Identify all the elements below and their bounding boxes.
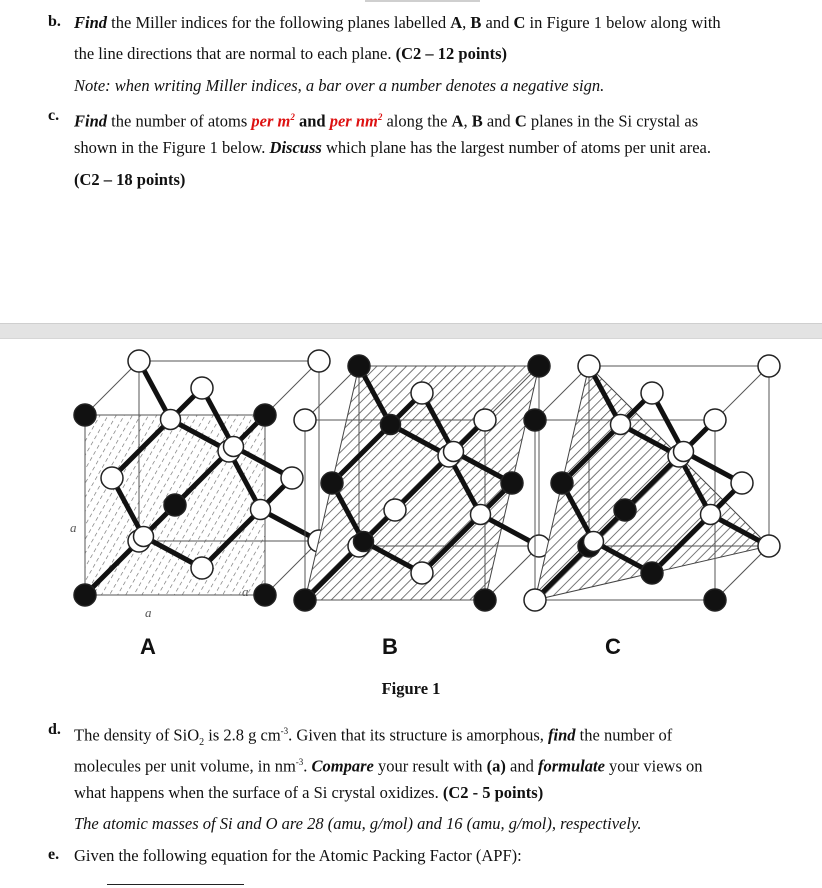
- points-badge: (C2 – 18 points): [74, 170, 186, 189]
- atom: [614, 499, 636, 521]
- question-label: c.: [48, 107, 60, 124]
- atom: [611, 415, 631, 435]
- figure-caption: Figure 1: [381, 679, 441, 698]
- question-d-line-3: what happens when the surface of a Si crystal oxidizes. (C2 - 5 points): [74, 783, 544, 802]
- atom: [281, 467, 303, 489]
- keyword-find: Find: [74, 111, 108, 131]
- atom: [474, 589, 496, 611]
- points-badge: (C2 - 5 points): [442, 783, 544, 802]
- cube-a: [74, 350, 330, 606]
- atom: [294, 409, 316, 431]
- atom: [101, 467, 123, 489]
- atom: [501, 472, 523, 494]
- keyword-discuss: Discuss: [269, 138, 322, 157]
- atom: [524, 589, 546, 611]
- page-separator: [0, 323, 822, 339]
- cube-c: [524, 355, 780, 611]
- question-b-line-1: Find the Miller indices for the following planes labelled A, B and C in Figure 1 below along with: [74, 13, 721, 32]
- atom: [191, 557, 213, 579]
- crystal-figure: [0, 338, 822, 718]
- atom: [224, 437, 244, 457]
- keyword-find: Find: [74, 13, 108, 32]
- atom: [674, 442, 694, 462]
- atom: [191, 377, 213, 399]
- atom: [321, 472, 343, 494]
- keyword-compare: Compare: [311, 756, 374, 776]
- atom: [474, 409, 496, 431]
- points-badge: (C2 – 12 points): [395, 44, 508, 63]
- atom: [74, 404, 96, 426]
- atom: [701, 505, 721, 525]
- atom: [578, 355, 600, 377]
- question-d-line-2: molecules per unit volume, in $nm^{-3}$. Compare your result with (a) and formulate your views on: [74, 756, 703, 776]
- atom: [584, 532, 604, 552]
- keyword-find: find: [548, 725, 576, 745]
- atom: [444, 442, 464, 462]
- atom: [294, 589, 316, 611]
- atom: [381, 415, 401, 435]
- atom: [251, 500, 271, 520]
- top-divider: [365, 0, 480, 2]
- atom: [384, 499, 406, 521]
- atom: [411, 562, 433, 584]
- atom: [758, 535, 780, 557]
- atom: [704, 409, 726, 431]
- atom: [254, 404, 276, 426]
- atom: [308, 350, 330, 372]
- figure-label-a: A: [140, 634, 156, 659]
- atom: [411, 382, 433, 404]
- atom: [354, 532, 374, 552]
- edge-label-a-depth: a: [242, 584, 249, 599]
- question-d-note: The atomic masses of Si and O are 28 (amu, g/mol) and 16 (amu, g/mol), respectively.: [74, 814, 642, 833]
- atom: [74, 584, 96, 606]
- figure-label-c: C: [605, 634, 621, 659]
- keyword-formulate: formulate: [537, 756, 605, 776]
- atom: [641, 562, 663, 584]
- atom: [551, 472, 573, 494]
- atom: [161, 410, 181, 430]
- atom: [528, 355, 550, 377]
- edge-label-a-bottom: a: [145, 605, 152, 620]
- atom: [164, 494, 186, 516]
- edge-label-a-left: a: [70, 520, 77, 535]
- atom: [134, 527, 154, 547]
- question-label: e.: [48, 846, 60, 863]
- atom: [524, 409, 546, 431]
- figure-label-b: B: [382, 634, 398, 659]
- atom: [254, 584, 276, 606]
- atom: [471, 505, 491, 525]
- question-e-text: Given the following equation for the Atomic Packing Factor (APF):: [74, 846, 522, 865]
- question-label: d.: [48, 721, 61, 738]
- question-d-line-1: The density of SiO$_2$ is 2.8 g $cm^{-3}$. Given that its structure is amorphous, find the number of: [74, 725, 673, 748]
- equation-line: [107, 884, 244, 885]
- atom: [704, 589, 726, 611]
- atom: [731, 472, 753, 494]
- question-b-line-2: the line directions that are normal to each plane. (C2 – 12 points): [74, 44, 508, 63]
- question-label: b.: [48, 13, 61, 30]
- cube-b: [294, 355, 550, 611]
- atom: [128, 350, 150, 372]
- atom: [348, 355, 370, 377]
- atom: [758, 355, 780, 377]
- atom: [641, 382, 663, 404]
- question-b-note: Note: when writing Miller indices, a bar over a number denotes a negative sign.: [74, 76, 605, 95]
- question-c-line-1: Find the number of atoms per $m^2$ and per $nm^2$ along the A, B and C planes in the Si crystal as: [74, 111, 699, 131]
- question-c-line-2: shown in the Figure 1 below. Discuss which plane has the largest number of atoms per unit area.: [74, 138, 711, 157]
